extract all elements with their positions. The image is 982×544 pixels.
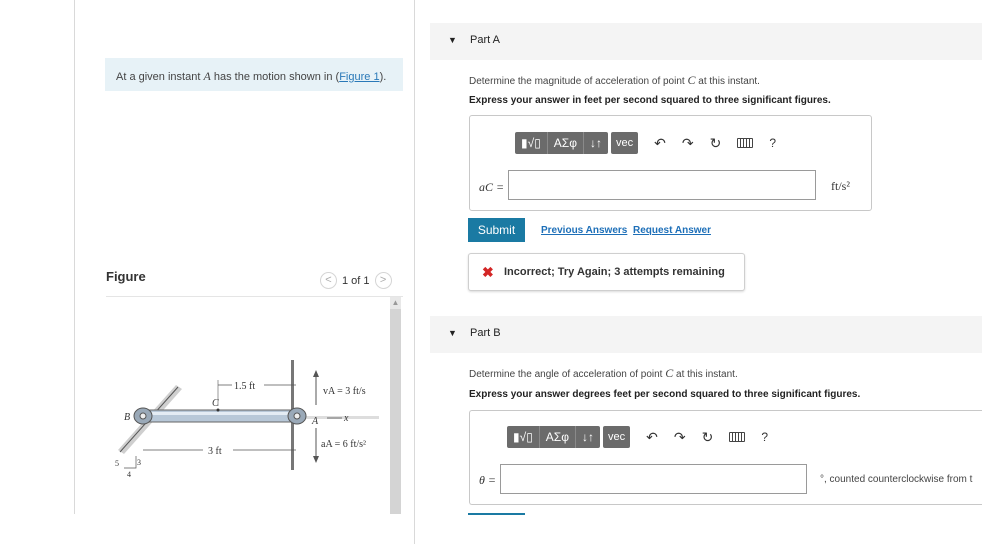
- part-a-instruction: Express your answer in feet per second squared to three significant figures.: [469, 95, 831, 106]
- acceleration-arrowhead: [313, 456, 319, 463]
- prev-figure-button[interactable]: <: [320, 272, 337, 289]
- part-a-answer-input[interactable]: [508, 170, 816, 200]
- part-a-header[interactable]: [430, 23, 982, 60]
- sort-button[interactable]: ↓↑: [590, 136, 602, 150]
- label-c: C: [212, 398, 219, 409]
- reset-icon[interactable]: ↻: [709, 134, 722, 151]
- part-b-unit: °, counted counterclockwise from t: [820, 474, 973, 485]
- scroll-up-arrow[interactable]: ▲: [391, 298, 400, 307]
- figure-separator: [106, 296, 403, 297]
- templates-button[interactable]: ▮√▯: [515, 132, 548, 154]
- variable-A: A: [203, 69, 211, 83]
- figure-heading: Figure: [106, 269, 146, 284]
- label-b: B: [124, 412, 131, 423]
- part-b-variable: θ =: [479, 473, 496, 487]
- pin-b-hole: [140, 413, 146, 419]
- figure-link[interactable]: Figure 1: [339, 71, 380, 83]
- problem-statement: At a given instant A has the motion shown in (Figure 1).: [105, 58, 403, 91]
- acceleration-label: aA = 6 ft/s²: [321, 439, 367, 450]
- undo-icon[interactable]: ↶: [646, 428, 658, 445]
- pin-a-hole: [294, 413, 300, 419]
- velocity-label: vA = 3 ft/s: [323, 386, 366, 397]
- panel-divider: [414, 0, 415, 544]
- feedback-text: Incorrect; Try Again; 3 attempts remaining: [504, 266, 725, 278]
- velocity-arrowhead: [313, 370, 319, 377]
- request-answer-link[interactable]: Request Answer: [633, 225, 711, 236]
- collapse-part-a-icon[interactable]: ▼: [448, 35, 457, 45]
- part-b-submit-edge[interactable]: [468, 513, 525, 515]
- part-b-math-group: [507, 426, 600, 448]
- collapse-part-b-icon[interactable]: ▼: [448, 328, 457, 338]
- rod-bc: [139, 410, 299, 422]
- mechanism-figure: [106, 350, 386, 480]
- part-a-title: Part A: [470, 34, 500, 46]
- figure-scrollbar[interactable]: [390, 297, 401, 514]
- label-a: A: [312, 416, 319, 427]
- slope-triangle: [124, 456, 136, 468]
- figure-page-count: 1 of 1: [342, 274, 370, 287]
- part-a-math-group: [515, 132, 608, 154]
- dim-top-label: 1.5 ft: [234, 381, 256, 392]
- sort-button[interactable]: ↓↑: [582, 430, 594, 444]
- feedback-message: [468, 253, 745, 291]
- next-figure-button[interactable]: >: [375, 272, 392, 289]
- part-b-toolbar: [507, 426, 768, 448]
- templates-button[interactable]: ▮√▯: [507, 426, 540, 448]
- vector-button[interactable]: vec: [611, 132, 638, 154]
- horizontal-surface: [299, 416, 379, 419]
- dim-bottom-label: 3 ft: [208, 446, 222, 457]
- left-panel: [75, 0, 414, 514]
- redo-icon[interactable]: ↷: [673, 428, 686, 445]
- part-b-answer-input[interactable]: [500, 464, 807, 494]
- part-b-header[interactable]: [430, 316, 982, 353]
- rod-highlight: [139, 412, 299, 415]
- slope-4: 4: [127, 470, 131, 479]
- figure-pager: [320, 272, 392, 289]
- keyboard-icon[interactable]: [729, 432, 745, 442]
- greek-symbols-button[interactable]: ΑΣφ: [548, 132, 584, 154]
- incorrect-icon: ✖: [482, 264, 494, 280]
- part-b-title: Part B: [470, 327, 501, 339]
- greek-symbols-button[interactable]: ΑΣφ: [540, 426, 576, 448]
- slope-3: 3: [137, 458, 141, 467]
- help-icon[interactable]: ?: [761, 430, 769, 444]
- part-a-question: Determine the magnitude of acceleration of point C at this instant.: [469, 73, 760, 87]
- part-a-variable: aC =: [479, 180, 505, 194]
- keyboard-icon[interactable]: [737, 138, 753, 148]
- reset-icon[interactable]: ↻: [701, 428, 714, 445]
- redo-icon[interactable]: ↷: [681, 134, 694, 151]
- x-label: x: [344, 413, 349, 424]
- part-b-question: Determine the angle of acceleration of point C at this instant.: [469, 366, 738, 380]
- submit-button[interactable]: Submit: [468, 218, 525, 242]
- part-a-unit: ft/s²: [831, 179, 850, 193]
- previous-answers-link[interactable]: Previous Answers: [541, 225, 628, 236]
- vector-button[interactable]: vec: [603, 426, 630, 448]
- part-a-toolbar: [515, 132, 776, 154]
- undo-icon[interactable]: ↶: [654, 134, 666, 151]
- slope-5: 5: [115, 459, 119, 468]
- help-icon[interactable]: ?: [769, 136, 777, 150]
- part-b-instruction: Express your answer degrees feet per second squared to three significant figures.: [469, 389, 861, 400]
